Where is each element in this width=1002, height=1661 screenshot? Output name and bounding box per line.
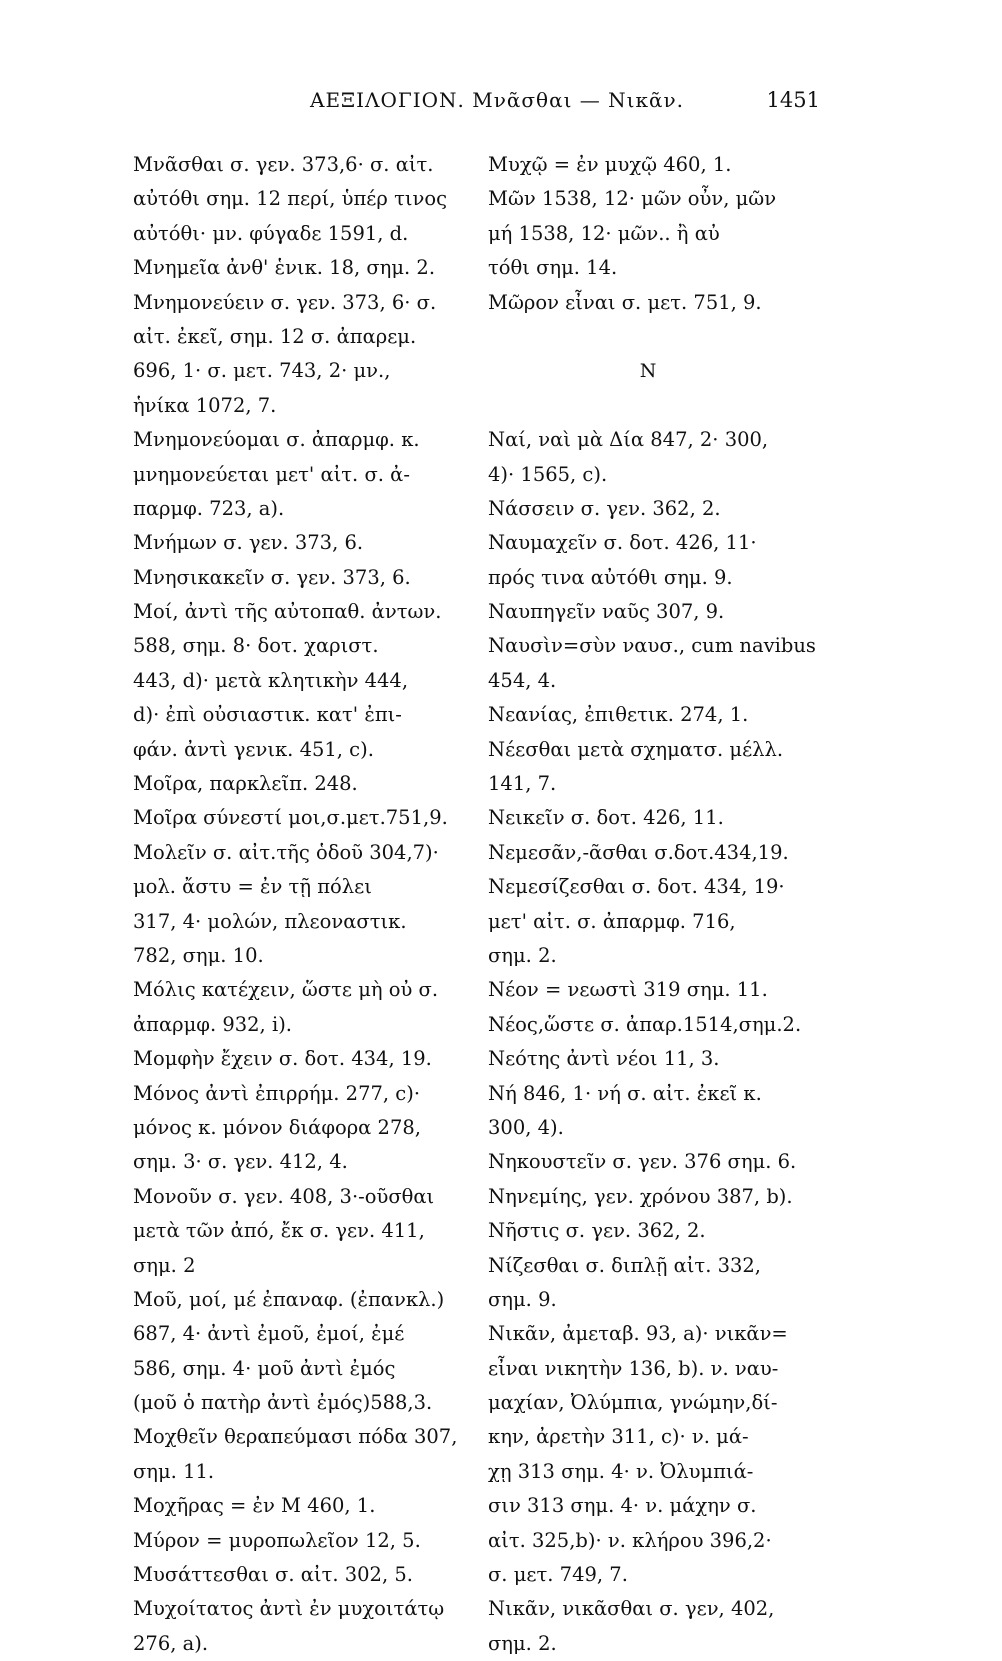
entry-line: ἀπαρμφ. 932, i).: [133, 1012, 292, 1036]
entry-line: Μοῦ, μοί, μέ ἐπαναφ. (ἐπανκλ.): [133, 1287, 445, 1311]
entry-line: 276, a).: [133, 1631, 209, 1655]
entry-line: Μονοῦν σ. γεν. 408, 3·-οῦσθαι: [133, 1184, 435, 1208]
entry-line: 586, σημ. 4· μοῦ ἀντὶ ἐμός: [133, 1356, 396, 1380]
page-number: 1451: [766, 88, 820, 112]
entry-line: εἶναι νικητὴν 136, b). ν. ναυ-: [488, 1356, 779, 1380]
entry-line: τόθι σημ. 14.: [488, 256, 618, 280]
entry-line: Μόνος ἀντὶ ἐπιρρήμ. 277, c)·: [133, 1081, 421, 1105]
entry-line: Νή 846, 1· νή σ. αἰτ. ἐκεῖ κ.: [488, 1081, 762, 1105]
entry-line: Μοῖρα σύνεστί μοι,σ.μετ.751,9.: [133, 806, 448, 830]
entry-line: 317, 4· μολών, πλεοναστικ.: [133, 909, 407, 933]
entry-line: αὐτόθι· μν. φύγαδε 1591, d.: [133, 221, 409, 245]
entry-line: Νέεσθαι μετὰ σχηματσ. μέλλ.: [488, 737, 784, 761]
entry-line: Νέον = νεωστὶ 319 σημ. 11.: [488, 978, 768, 1002]
entry-line: Ναυπηγεῖν ναῦς 307, 9.: [488, 600, 725, 624]
entry-line: Μόλις κατέχειν, ὥστε μὴ οὐ σ.: [133, 978, 439, 1002]
entry-line: σημ. 2.: [488, 1631, 557, 1655]
entry-line: Μύρον = μυροπωλεῖον 12, 5.: [133, 1528, 421, 1552]
entry-line: μόνος κ. μόνον διάφορα 278,: [133, 1115, 421, 1139]
left-column: [133, 148, 471, 1661]
entry-line: αὐτόθι σημ. 12 περί, ὑπέρ τινος: [133, 187, 448, 211]
entry-line: 782, σημ. 10.: [133, 943, 264, 967]
entry-line: 687, 4· ἀντὶ ἐμοῦ, ἐμοί, ἐμέ: [133, 1322, 405, 1346]
entry-line: Μοχθεῖν θεραπεύμασι πόδα 307,: [133, 1425, 458, 1449]
entry-line: Ναυσὶν=σὺν ναυσ., cum navibus: [488, 634, 816, 658]
entry-line: Μοί, ἀντὶ τῆς αὐτοπαθ. ἀντων.: [133, 600, 442, 624]
entry-line: 454, 4.: [488, 668, 557, 692]
entry-line: Μολεῖν σ. αἰτ.τῆς ὁδοῦ 304,7)·: [133, 840, 439, 864]
entry-line: Νηνεμίης, γεν. χρόνου 387, b).: [488, 1184, 793, 1208]
entry-line: [488, 389, 828, 423]
entry-line: μνημονεύεται μετ' αἰτ. σ. ἀ-: [133, 462, 410, 486]
entry-line: Μυχοίτατος ἀντὶ ἐν μυχοιτάτῳ: [133, 1597, 445, 1621]
entry-line: σημ. 2: [133, 1253, 196, 1277]
entry-line: Νέος,ὥστε σ. ἀπαρ.1514,σημ.2.: [488, 1012, 802, 1036]
entry-line: Νάσσειν σ. γεν. 362, 2.: [488, 496, 721, 520]
running-title: ΑΕΞΙΛΟΓΙΟΝ. Μνᾶσθαι — Νικᾶν.: [310, 88, 685, 112]
entry-line: Μῶν 1538, 12· μῶν οὖν, μῶν: [488, 187, 777, 211]
entry-line: Μνησικακεῖν σ. γεν. 373, 6.: [133, 565, 411, 589]
entry-line: 588, σημ. 8· δοτ. χαριστ.: [133, 634, 379, 658]
entry-line: 4)· 1565, c).: [488, 462, 608, 486]
entry-line: Μνήμων σ. γεν. 373, 6.: [133, 531, 364, 555]
entry-line: σημ. 11.: [133, 1459, 215, 1483]
entry-line: αἰτ. ἐκεῖ, σημ. 12 σ. ἀπαρεμ.: [133, 324, 417, 348]
right-column: [488, 148, 828, 1661]
entry-line: Νικᾶν, ἀμεταβ. 93, a)· νικᾶν=: [488, 1322, 788, 1346]
entry-line: Μοῖρα, παρκλεῖπ. 248.: [133, 772, 358, 796]
entry-line: σημ. 3· σ. γεν. 412, 4.: [133, 1150, 348, 1174]
entry-line: φάν. ἀντὶ γενικ. 451, c).: [133, 737, 374, 761]
entry-line: Νίζεσθαι σ. διπλῇ αἰτ. 332,: [488, 1253, 762, 1277]
entry-line: ἡνίκα 1072, 7.: [133, 393, 277, 417]
entry-line: παρμφ. 723, a).: [133, 496, 285, 520]
entry-line: μολ. ἄστυ = ἐν τῇ πόλει: [133, 875, 372, 899]
entry-line: μή 1538, 12· μῶν.. ἢ αὐ: [488, 221, 720, 245]
entry-line: μετ' αἰτ. σ. ἀπαρμφ. 716,: [488, 909, 736, 933]
entry-line: Μῶρον εἶναι σ. μετ. 751, 9.: [488, 290, 762, 314]
entry-line: σ. μετ. 749, 7.: [488, 1563, 628, 1587]
page-header: [130, 88, 820, 128]
entry-line: Νεμεσᾶν,-ᾶσθαι σ.δοτ.434,19.: [488, 840, 789, 864]
entry-line: Νῆστις σ. γεν. 362, 2.: [488, 1219, 706, 1243]
entry-line: Μυχῷ = ἐν μυχῷ 460, 1.: [488, 153, 732, 176]
entry-line: 300, 4).: [488, 1115, 564, 1139]
entry-line: Μυσάττεσθαι σ. αἰτ. 302, 5.: [133, 1563, 413, 1587]
entry-line: κην, ἀρετὴν 311, c)· ν. μά-: [488, 1425, 749, 1449]
entry-line: Νεικεῖν σ. δοτ. 426, 11.: [488, 806, 724, 830]
entry-line: μετὰ τῶν ἀπό, ἔκ σ. γεν. 411,: [133, 1219, 425, 1243]
section-letter: Ν: [639, 360, 657, 383]
entry-line: Νεμεσίζεσθαι σ. δοτ. 434, 19·: [488, 875, 785, 899]
entry-line: 141, 7.: [488, 772, 557, 796]
entry-line: (μοῦ ὁ πατὴρ ἀντὶ ἐμός)588,3.: [133, 1391, 433, 1415]
entry-line: 696, 1· σ. μετ. 743, 2· μν.,: [133, 359, 391, 383]
entry-line: Ναυμαχεῖν σ. δοτ. 426, 11·: [488, 531, 757, 555]
entry-line: σημ. 9.: [488, 1287, 557, 1311]
entry-line: d)· ἐπὶ οὐσιαστικ. κατ' ἐπι-: [133, 703, 402, 727]
entry-line: Νηκουστεῖν σ. γεν. 376 σημ. 6.: [488, 1150, 797, 1174]
entry-line: 443, d)· μετὰ κλητικὴν 444,: [133, 668, 409, 692]
entry-line: μαχίαν, Ὀλύμπια, γνώμην,δί-: [488, 1391, 778, 1415]
entry-line: Μνημονεύομαι σ. ἀπαρμφ. κ.: [133, 428, 420, 452]
entry-line: πρός τινα αὐτόθι σημ. 9.: [488, 565, 733, 589]
entry-line: Μοχῆρας = ἐν Μ 460, 1.: [133, 1494, 376, 1518]
entry-line: Νεανίας, ἐπιθετικ. 274, 1.: [488, 703, 749, 727]
entry-line: Μομφὴν ἔχειν σ. δοτ. 434, 19.: [133, 1047, 432, 1071]
entry-line: Ναί, ναὶ μὰ Δία 847, 2· 300,: [488, 428, 769, 452]
entry-line: αἰτ. 325,b)· ν. κλήρου 396,2·: [488, 1528, 772, 1552]
entry-line: χῃ 313 σημ. 4· ν. Ὀλυμπιά-: [488, 1459, 754, 1483]
entry-line: Μνᾶσθαι σ. γεν. 373,6· σ. αἰτ.: [133, 153, 434, 176]
entry-line: Μνημονεύειν σ. γεν. 373, 6· σ.: [133, 290, 437, 314]
entry-line: σιν 313 σημ. 4· ν. μάχην σ.: [488, 1494, 757, 1518]
entry-line: Νικᾶν, νικᾶσθαι σ. γεν, 402,: [488, 1597, 775, 1621]
entry-line: σημ. 2.: [488, 943, 557, 967]
entry-line: Νεότης ἀντὶ νέοι 11, 3.: [488, 1047, 720, 1071]
entry-line: Μνημεῖα ἀνθ' ἑνικ. 18, σημ. 2.: [133, 256, 436, 280]
entry-line: [488, 320, 828, 354]
